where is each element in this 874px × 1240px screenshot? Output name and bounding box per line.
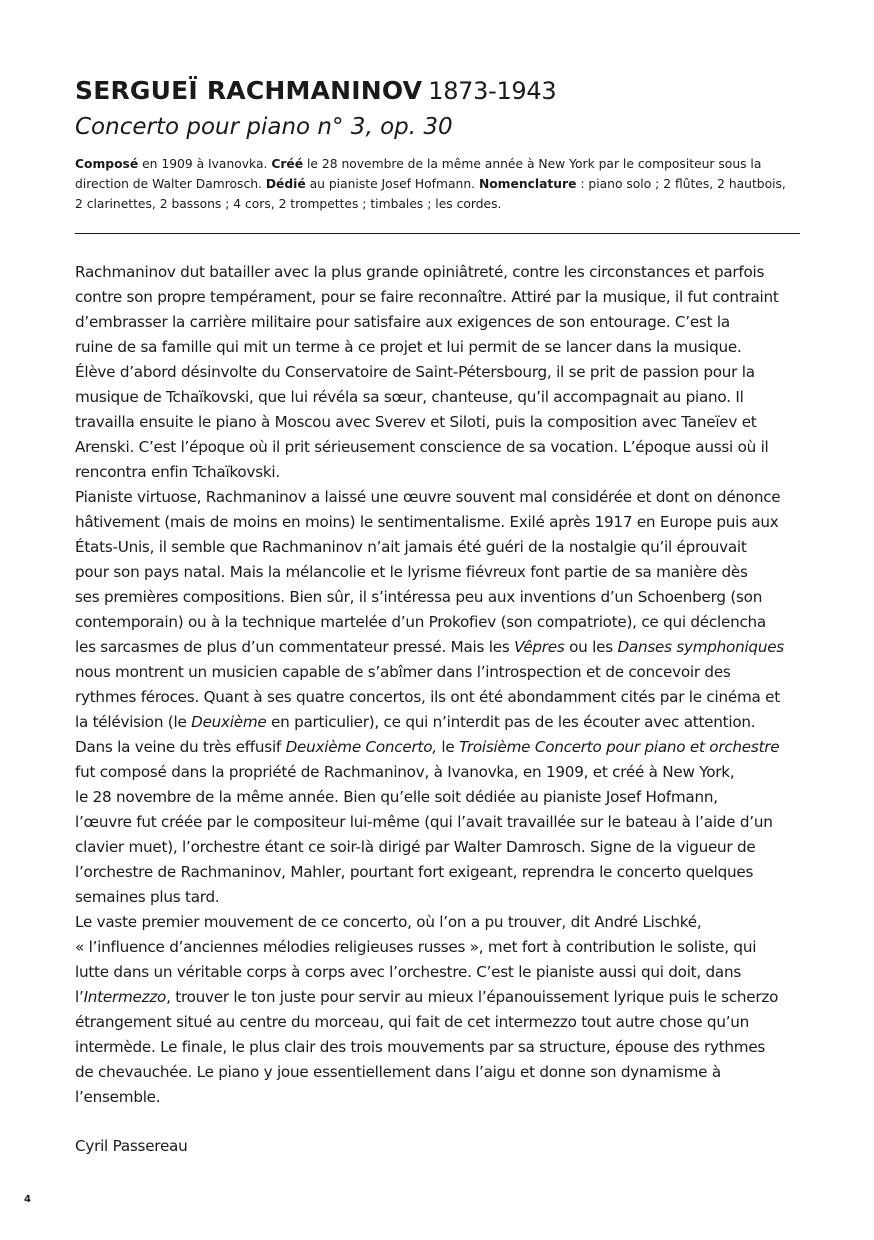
metadata-line	[75, 174, 800, 194]
text-run: , trouver le ton juste pour servir au mieux l’épanouissement lyrique puis le scherzo	[166, 988, 779, 1006]
text-run: l’ensemble.	[75, 1088, 161, 1106]
text-run: étrangement situé au centre du morceau, qui fait de cet intermezzo tout autre chose qu’un	[75, 1013, 750, 1031]
italic-title: Deuxième	[191, 713, 267, 731]
italic-title: Troisième Concerto pour piano et orchestre	[459, 738, 780, 756]
text-line	[75, 535, 835, 560]
text-line	[75, 635, 835, 660]
text-line	[75, 885, 835, 910]
composer-name: SERGUEÏ RACHMANINOV	[75, 76, 423, 105]
metadata-field-label: Composé	[75, 157, 139, 171]
text-run: en particulier), ce qui n’interdit pas de les écouter avec attention.	[266, 713, 756, 731]
text-line	[75, 610, 835, 635]
text-line	[75, 435, 835, 460]
metadata-text: 2 clarinettes, 2 bassons ; 4 cors, 2 trompettes ; timbales ; les cordes.	[75, 197, 502, 211]
text-line	[75, 1085, 835, 1110]
text-run: États-Unis, il semble que Rachmaninov n’ait jamais été guéri de la nostalgie qu’il éprouvait	[75, 538, 747, 556]
text-run: l’orchestre de Rachmaninov, Mahler, pourtant fort exigeant, reprendra le concerto quelques	[75, 863, 754, 881]
work-title: Concerto pour piano n° 3, op. 30	[75, 114, 453, 140]
text-line	[75, 710, 835, 735]
text-run: « l’influence d’anciennes mélodies religieuses russes », met fort à contribution le soliste, qui	[75, 938, 757, 956]
text-run: semaines plus tard.	[75, 888, 220, 906]
metadata-field-label: Créé	[271, 157, 304, 171]
text-run: travailla ensuite le piano à Moscou avec Sverev et Siloti, puis la composition avec Taneïev et	[75, 413, 757, 431]
text-line	[75, 560, 835, 585]
text-run: contemporain) ou à la technique martelée d’un Prokofiev (son compatriote), ce qui déclencha	[75, 613, 766, 631]
text-line	[75, 310, 835, 335]
program-note-text	[75, 260, 835, 1110]
text-run: Élève d’abord désinvolte du Conservatoire de Saint-Pétersbourg, il se prit de passion pour la	[75, 363, 755, 381]
composer-dates: 1873-1943	[428, 77, 557, 105]
text-line	[75, 810, 835, 835]
text-run: ou les	[564, 638, 618, 656]
text-run: les sarcasmes de plus d’un commentateur pressé. Mais les	[75, 638, 515, 656]
metadata-line	[75, 194, 800, 214]
text-run: musique de Tchaïkovski, que lui révéla sa sœur, chanteuse, qu’il accompagnait au piano. Il	[75, 388, 744, 406]
header	[75, 70, 800, 214]
text-run: Arenski. C’est l’époque où il prit sérieusement conscience de sa vocation. L’époque aussi où il	[75, 438, 769, 456]
metadata-text: le 28 novembre de la même année à New York par le compositeur sous la	[303, 157, 762, 171]
text-line	[75, 1035, 835, 1060]
text-run: la télévision (le	[75, 713, 192, 731]
text-line	[75, 260, 835, 285]
text-run: Rachmaninov dut batailler avec la plus grande opiniâtreté, contre les circonstances et parfois	[75, 263, 765, 281]
text-run: contre son propre tempérament, pour se faire reconnaître. Attiré par la musique, il fut contraint	[75, 288, 779, 306]
text-run: l’	[75, 988, 84, 1006]
metadata-field-label: Dédié	[265, 177, 306, 191]
metadata-line	[75, 154, 800, 174]
text-line	[75, 735, 835, 760]
text-run: fut composé dans la propriété de Rachmaninov, à Ivanovka, en 1909, et créé à New York,	[75, 763, 735, 781]
text-run: pour son pays natal. Mais la mélancolie et le lyrisme fiévreux font partie de sa manière dès	[75, 563, 748, 581]
text-line	[75, 335, 835, 360]
metadata-field-label: Nomenclature	[478, 177, 577, 191]
metadata-text: en 1909 à Ivanovka.	[138, 157, 272, 171]
text-line	[75, 935, 835, 960]
composer-heading	[75, 70, 800, 109]
metadata-text: : piano solo ; 2 flûtes, 2 hautbois,	[576, 177, 786, 191]
text-line	[75, 685, 835, 710]
page-number: 4	[24, 1194, 31, 1205]
text-line	[75, 760, 835, 785]
text-run: ses premières compositions. Bien sûr, il s’intéressa peu aux inventions d’un Schoenberg (son	[75, 588, 763, 606]
text-line	[75, 785, 835, 810]
text-run: clavier muet), l’orchestre étant ce soir-là dirigé par Walter Damrosch. Signe de la vigueur de	[75, 838, 756, 856]
text-line	[75, 660, 835, 685]
work-metadata	[75, 154, 800, 214]
text-line	[75, 910, 835, 935]
text-line	[75, 835, 835, 860]
text-line	[75, 460, 835, 485]
text-line	[75, 860, 835, 885]
italic-title: Deuxième Concerto,	[285, 738, 437, 756]
text-run: intermède. Le finale, le plus clair des trois mouvements par sa structure, épouse des rythmes	[75, 1038, 766, 1056]
text-line	[75, 285, 835, 310]
text-run: Le vaste premier mouvement de ce concerto, où l’on a pu trouver, dit André Lischké,	[75, 913, 702, 931]
text-run: nous montrent un musicien capable de s’abîmer dans l’introspection et de concevoir des	[75, 663, 731, 681]
text-run: ruine de sa famille qui mit un terme à ce projet et lui permit de se lancer dans la musique.	[75, 338, 742, 356]
text-line	[75, 510, 835, 535]
text-line	[75, 1060, 835, 1085]
italic-title: Intermezzo	[83, 988, 167, 1006]
text-run: de chevauchée. Le piano y joue essentiellement dans l’aigu et donne son dynamisme à	[75, 1063, 721, 1081]
text-line	[75, 960, 835, 985]
italic-title: Danses symphoniques	[617, 638, 784, 656]
section-divider	[75, 233, 800, 234]
text-run: d’embrasser la carrière militaire pour satisfaire aux exigences de son entourage. C’est la	[75, 313, 730, 331]
author-signature: Cyril Passereau	[75, 1137, 188, 1155]
text-line	[75, 360, 835, 385]
text-run: le	[436, 738, 460, 756]
text-line	[75, 985, 835, 1010]
text-line	[75, 485, 835, 510]
italic-title: Vêpres	[514, 638, 565, 656]
text-run: le 28 novembre de la même année. Bien qu’elle soit dédiée au pianiste Josef Hofmann,	[75, 788, 718, 806]
text-run: Dans la veine du très effusif	[75, 738, 286, 756]
metadata-text: au pianiste Josef Hofmann.	[305, 177, 479, 191]
text-run: rythmes féroces. Quant à ses quatre concertos, ils ont été abondamment cités par le cinéma et	[75, 688, 780, 706]
text-run: lutte dans un véritable corps à corps avec l’orchestre. C’est le pianiste aussi qui doit, dans	[75, 963, 742, 981]
text-line	[75, 385, 835, 410]
text-line	[75, 585, 835, 610]
text-run: Pianiste virtuose, Rachmaninov a laissé une œuvre souvent mal considérée et dont on dénonce	[75, 488, 781, 506]
text-run: hâtivement (mais de moins en moins) le sentimentalisme. Exilé après 1917 en Europe puis aux	[75, 513, 779, 531]
text-run: l’œuvre fut créée par le compositeur lui-même (qui l’avait travaillée sur le bateau à l’aide d’un	[75, 813, 773, 831]
text-line	[75, 1010, 835, 1035]
metadata-text: direction de Walter Damrosch.	[75, 177, 266, 191]
text-line	[75, 410, 835, 435]
text-run: rencontra enfin Tchaïkovski.	[75, 463, 280, 481]
